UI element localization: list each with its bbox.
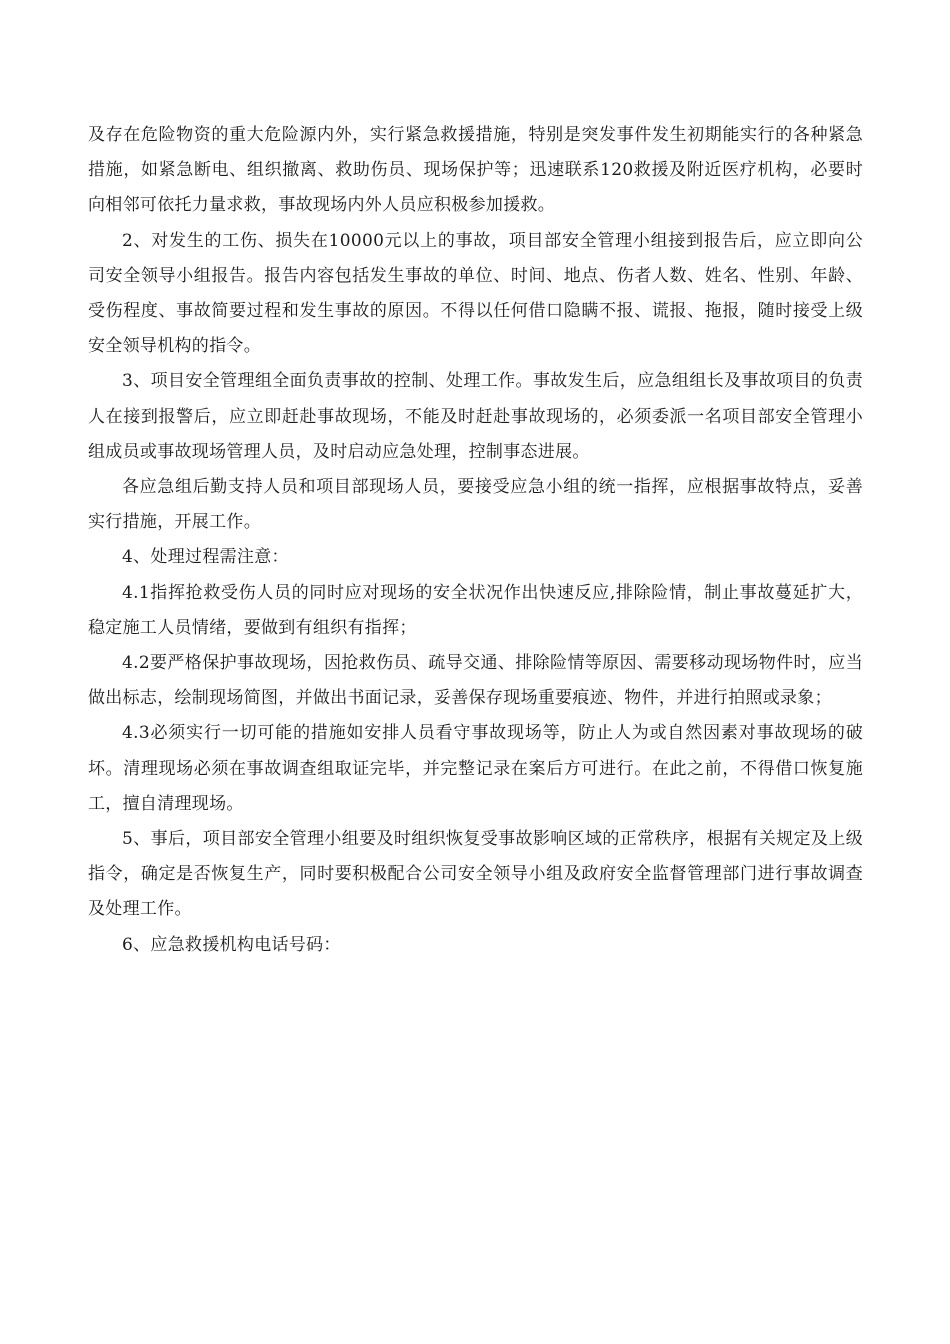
paragraph-item-4-3: 4.3必须实行一切可能的措施如安排人员看守事故现场等，防止人为或自然因素对事故现场的破坏。清理现场必须在事故调查组取证完毕，并完整记录在案后方可进行。在此之前，不得借口恢复施工，擅自清理现场。: [88, 723, 863, 814]
paragraph-item-5: 5、事后，项目部安全管理小组要及时组织恢复受事故影响区域的正常秩序，根据有关规定及上级指令，确定是否恢复生产，同时要积极配合公司安全领导小组及政府安全监督管理部门进行事故调查及处理工作。: [88, 829, 863, 920]
paragraph-item-4-2: 4.2要严格保护事故现场，因抢救伤员、疏导交通、排除险情等原因、需要移动现场物件时，应当做出标志，绘制现场简图，并做出书面记录，妥善保存现场重要痕迹、物件，并进行拍照或录象；: [88, 653, 863, 709]
paragraph-continuation: 及存在危险物资的重大危险源内外，实行紧急救援措施，特别是突发事件发生初期能实行的各种紧急措施，如紧急断电、组织撤离、救助伤员、现场保护等；迅速联系120救援及附近医疗机构，必要时向相邻可依托力量求救，事故现场内外人员应积极参加援救。: [88, 125, 863, 216]
paragraph-item-3: 3、项目安全管理组全面负责事故的控制、处理工作。事故发生后，应急组组长及事故项目的负责人在接到报警后，应立即赶赴事故现场，不能及时赶赴事故现场的，必须委派一名项目部安全管理小组成员或事故现场管理人员，及时启动应急处理，控制事态进展。: [88, 371, 863, 462]
paragraph-item-2: 2、对发生的工伤、损失在10000元以上的事故，项目部安全管理小组接到报告后，应立即向公司安全领导小组报告。报告内容包括发生事故的单位、时间、地点、伤者人数、姓名、性别、年龄、受伤程度、事故简要过程和发生事故的原因。不得以任何借口隐瞒不报、谎报、拖报，随时接受上级安全领导机构的指令。: [88, 230, 863, 357]
paragraph-item-4: 4、处理过程需注意：: [122, 547, 289, 568]
paragraph-item-4-1: 4.1指挥抢救受伤人员的同时应对现场的安全状况作出快速反应,排除险情，制止事故蔓延扩大，稳定施工人员情绪，要做到有组织有指挥；: [88, 582, 863, 638]
paragraph-item-6: 6、应急救援机构电话号码：: [122, 934, 341, 955]
document-page: [88, 118, 863, 963]
paragraph-support-staff: 各应急组后勤支持人员和项目部现场人员，要接受应急小组的统一指挥，应根据事故特点，妥善实行措施，开展工作。: [88, 477, 863, 533]
